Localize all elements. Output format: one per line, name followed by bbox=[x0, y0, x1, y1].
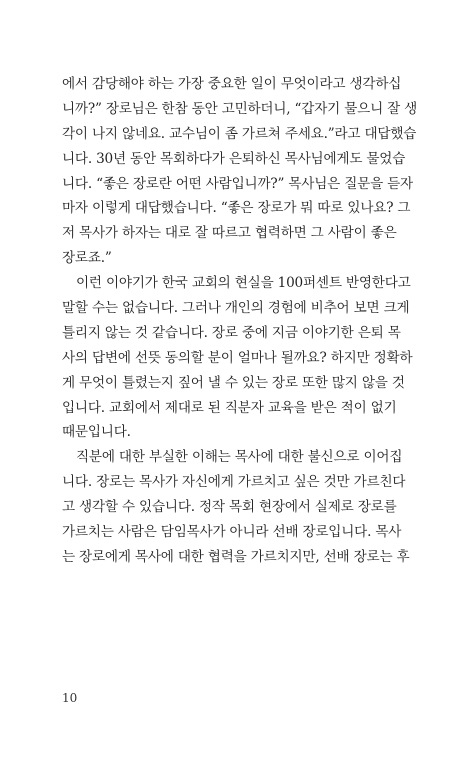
text-line: 니다. 장로는 목사가 자신에게 가르치고 싶은 것만 가르친다 bbox=[62, 474, 406, 491]
text-line: 직분에 대한 부실한 이해는 목사에 대한 불신으로 이어집 bbox=[76, 449, 403, 466]
text-line: 에서 감당해야 하는 가장 중요한 일이 무엇이라고 생각하십 bbox=[62, 76, 402, 92]
text-line: 각이 나지 않네요. 교수님이 좀 가르쳐 주세요.”라고 대답했습 bbox=[62, 125, 417, 142]
text-line: 저 목사가 하자는 대로 잘 따르고 협력하면 그 사람이 좋은 bbox=[62, 225, 397, 242]
text-line: 사의 답변에 선뜻 동의할 분이 얼마나 될까요? 하지만 정확하 bbox=[62, 349, 413, 366]
text-line: 장로죠.” bbox=[62, 250, 112, 267]
body-text bbox=[62, 72, 418, 570]
text-line: 니까?” 장로님은 한참 동안 고민하더니, “갑자기 물으니 잘 생 bbox=[62, 100, 418, 117]
text-line: 마자 이렇게 대답했습니다. “좋은 장로가 뭐 따로 있나요? 그 bbox=[62, 200, 411, 217]
text-line: 니다. “좋은 장로란 어떤 사람입니까?” 목사님은 질문을 듣자 bbox=[62, 175, 413, 192]
text-line: 는 장로에게 목사에 대한 협력을 가르치지만, 선배 장로는 후 bbox=[62, 548, 410, 565]
text-line: 때문입니다. bbox=[62, 424, 131, 441]
text-line: 말할 수는 없습니다. 그러나 개인의 경험에 비추어 보면 크게 bbox=[62, 300, 410, 317]
text-line: 가르치는 사람은 담임목사가 아니라 선배 장로입니다. 목사 bbox=[62, 524, 402, 541]
page-number: 10 bbox=[62, 691, 78, 705]
text-line: 입니다. 교회에서 제대로 된 직분자 교육을 받은 적이 없기 bbox=[62, 399, 397, 416]
text-line: 틀리지 않는 것 같습니다. 장로 중에 지금 이야기한 은퇴 목 bbox=[62, 324, 401, 341]
text-line: 이런 이야기가 한국 교회의 현실을 100퍼센트 반영한다고 bbox=[76, 275, 411, 292]
text-line: 고 생각할 수 있습니다. 정작 목회 현장에서 실제로 장로를 bbox=[62, 499, 397, 516]
text-line: 니다. 30년 동안 목회하다가 은퇴하신 목사님에게도 물었습 bbox=[62, 150, 406, 167]
text-line: 게 무엇이 틀렸는지 짚어 낼 수 있는 장로 또한 많지 않을 것 bbox=[62, 374, 405, 391]
